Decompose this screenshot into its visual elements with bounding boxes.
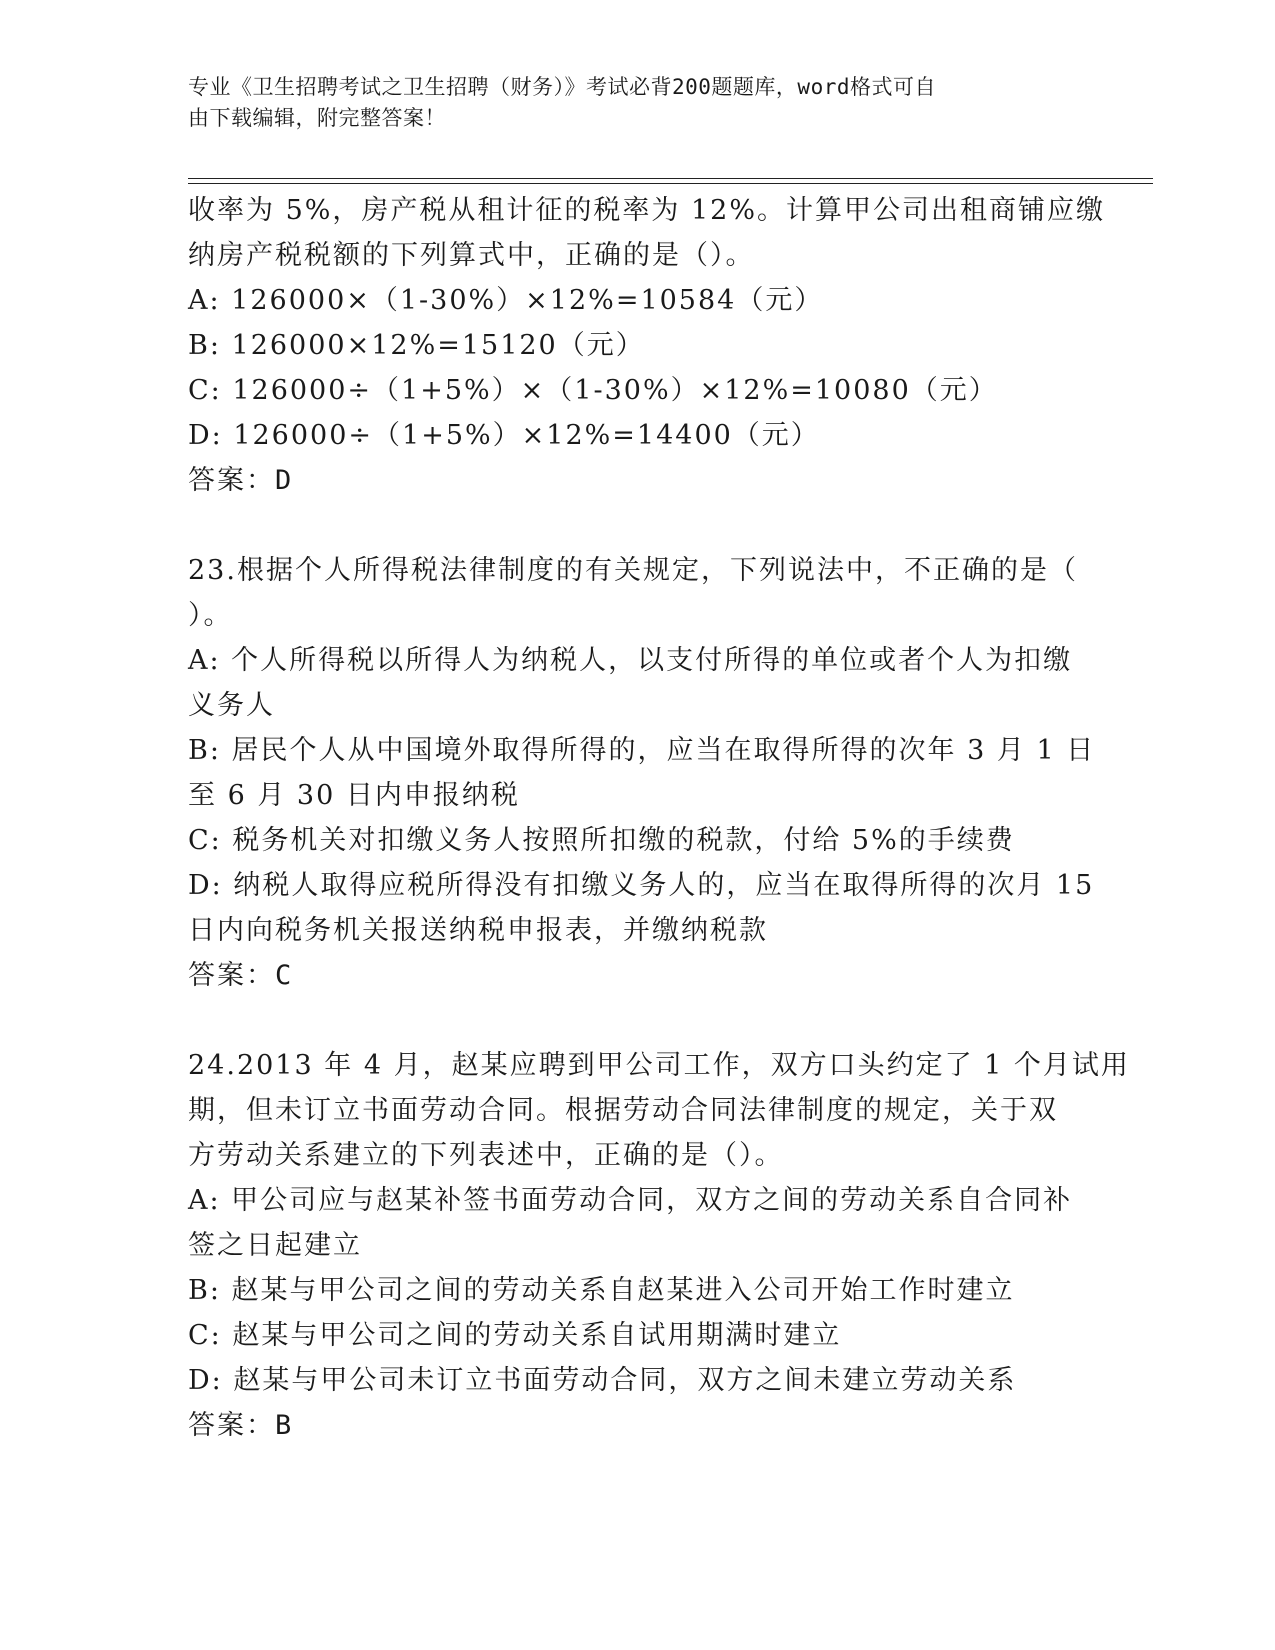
option-c: C: 赵某与甲公司之间的劳动关系自试用期满时建立: [188, 1320, 842, 1351]
option-a-continued: 义务人: [188, 690, 275, 721]
question-22: [188, 188, 1106, 458]
question-stem-line: 收率为 5%，房产税从租计征的税率为 12%。计算甲公司出租商铺应缴: [188, 195, 1106, 226]
answer-22: 答案：D: [188, 465, 294, 496]
option-a: A: 126000×（1-30%）×12%=10584（元）: [188, 285, 824, 316]
option-c: C: 税务机关对扣缴义务人按照所扣缴的税款，付给 5%的手续费: [188, 825, 1015, 856]
question-stem-line: ）。: [188, 600, 233, 631]
header-divider-bottom: [188, 183, 1153, 184]
header-line-2: 由下载编辑，附完整答案！: [188, 106, 446, 130]
answer-24: 答案：B: [188, 1410, 294, 1441]
question-stem-line: 24.2013 年 4 月，赵某应聘到甲公司工作，双方口头约定了 1 个月试用: [188, 1050, 1130, 1081]
option-b: B: 居民个人从中国境外取得所得的，应当在取得所得的次年 3 月 1 日: [188, 735, 1096, 766]
option-d: D: 126000÷（1+5%）×12%=14400（元）: [188, 420, 820, 451]
option-c: C: 126000÷（1+5%）×（1-30%）×12%=10080（元）: [188, 375, 998, 406]
question-stem-line: 23.根据个人所得税法律制度的有关规定，下列说法中，不正确的是（: [188, 555, 1078, 586]
option-d: D: 纳税人取得应税所得没有扣缴义务人的，应当在取得所得的次月 15: [188, 870, 1095, 901]
question-stem-line: 期，但未订立书面劳动合同。根据劳动合同法律制度的规定，关于双: [188, 1095, 1058, 1126]
option-b-continued: 至 6 月 30 日内申报纳税: [188, 780, 520, 811]
question-23: [188, 548, 1096, 953]
question-stem-line: 纳房产税税额的下列算式中，正确的是（）。: [188, 240, 755, 271]
option-b: B: 126000×12%=15120（元）: [188, 330, 645, 361]
option-d: D: 赵某与甲公司未订立书面劳动合同，双方之间未建立劳动关系: [188, 1365, 1017, 1396]
option-b: B: 赵某与甲公司之间的劳动关系自赵某进入公司开始工作时建立: [188, 1275, 1015, 1306]
header-divider-top: [188, 178, 1153, 179]
option-a: A: 个人所得税以所得人为纳税人，以支付所得的单位或者个人为扣缴: [188, 645, 1073, 676]
question-24: [188, 1043, 1130, 1403]
question-stem-line: 方劳动关系建立的下列表述中，正确的是（）。: [188, 1140, 784, 1171]
option-d-continued: 日内向税务机关报送纳税申报表，并缴纳税款: [188, 915, 768, 946]
answer-23: 答案：C: [188, 960, 294, 991]
document-header: [188, 72, 1078, 134]
option-a: A: 甲公司应与赵某补签书面劳动合同，双方之间的劳动关系自合同补: [188, 1185, 1073, 1216]
header-line-1: 专业《卫生招聘考试之卫生招聘（财务）》考试必背200题题库，word格式可自: [188, 75, 936, 99]
option-a-continued: 签之日起建立: [188, 1230, 362, 1261]
